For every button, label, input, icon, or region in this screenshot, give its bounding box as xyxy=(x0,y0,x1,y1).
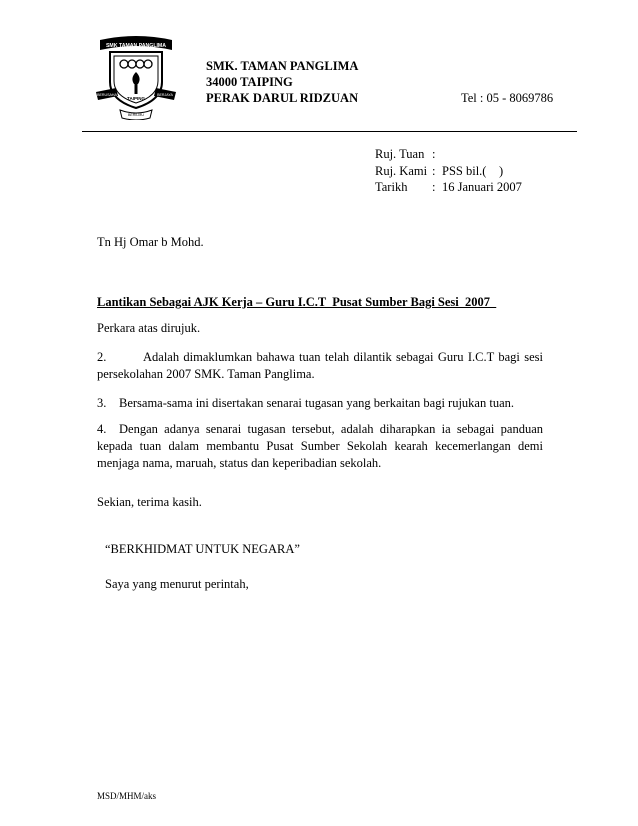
ref-label: Ruj. Kami xyxy=(375,163,428,178)
ref-separator: : xyxy=(432,163,436,178)
ref-value: PSS bil.( ) xyxy=(442,163,504,178)
ref-separator: : xyxy=(432,147,436,161)
svg-text:TAIPING: TAIPING xyxy=(127,96,145,101)
school-telephone: Tel : 05 - 8069786 xyxy=(461,91,554,105)
letterhead-divider xyxy=(82,131,577,132)
ref-tarikh xyxy=(375,179,522,196)
school-name: SMK. TAMAN PANGLIMA xyxy=(206,59,359,73)
ref-label: Tarikh xyxy=(375,180,408,194)
motto: “BERKHIDMAT UNTUK NEGARA” xyxy=(105,542,300,556)
ref-separator: : xyxy=(432,180,436,194)
signoff-line: Saya yang menurut perintah, xyxy=(105,577,249,591)
ref-label: Ruj. Tuan xyxy=(375,147,425,161)
ref-value: 16 Januari 2007 xyxy=(442,180,522,194)
paragraph-number: 2. xyxy=(97,350,107,364)
school-city: 34000 TAIPING xyxy=(206,75,293,89)
school-state: PERAK DARUL RIDZUAN xyxy=(206,91,359,105)
paragraph-4 xyxy=(97,421,543,472)
footer-reference-code: MSD/MHM/aks xyxy=(97,791,157,801)
ref-ruj-tuan xyxy=(375,146,522,163)
paragraph-text: Adalah dimaklumkan bahawa tuan telah dilantik sebagai Guru I.C.T bagi sesi persekolahan 2007 SMK. Taman Panglima. xyxy=(97,350,543,381)
opening-line: Perkara atas dirujuk. xyxy=(97,321,201,335)
paragraph-number: 4. xyxy=(97,422,107,436)
paragraph-number: 3. xyxy=(97,396,107,410)
svg-text:SMK TAMAN PANGLIMA: SMK TAMAN PANGLIMA xyxy=(105,43,167,49)
paragraph-2 xyxy=(97,349,543,383)
letter-subject: Lantikan Sebagai AJK Kerja – Guru I.C.T Pusat Sumber Bagi Sesi 2007 xyxy=(97,295,497,309)
svg-text:BERJAYA: BERJAYA xyxy=(157,93,173,97)
recipient-name: Tn Hj Omar b Mohd. xyxy=(97,235,204,249)
paragraph-text: Bersama-sama ini disertakan senarai tugasan yang berkaitan bagi rujukan tuan. xyxy=(119,396,514,410)
reference-block xyxy=(375,146,522,196)
ref-ruj-kami xyxy=(375,163,522,180)
svg-text:BERILMU: BERILMU xyxy=(128,113,144,117)
paragraph-text: Dengan adanya senarai tugasan tersebut, adalah diharapkan ia sebagai panduan kepada tuan dalam membantu Pusat Sumber Sekolah kearah kecemerlangan demi menjaga nama, maruah, status dan keperibadian sekolah. xyxy=(97,422,543,470)
closing-line: Sekian, terima kasih. xyxy=(97,495,202,509)
paragraph-3 xyxy=(97,395,543,412)
svg-text:BERUSAHA: BERUSAHA xyxy=(97,93,117,97)
crest-icon xyxy=(96,34,176,120)
school-crest-logo xyxy=(96,34,176,120)
